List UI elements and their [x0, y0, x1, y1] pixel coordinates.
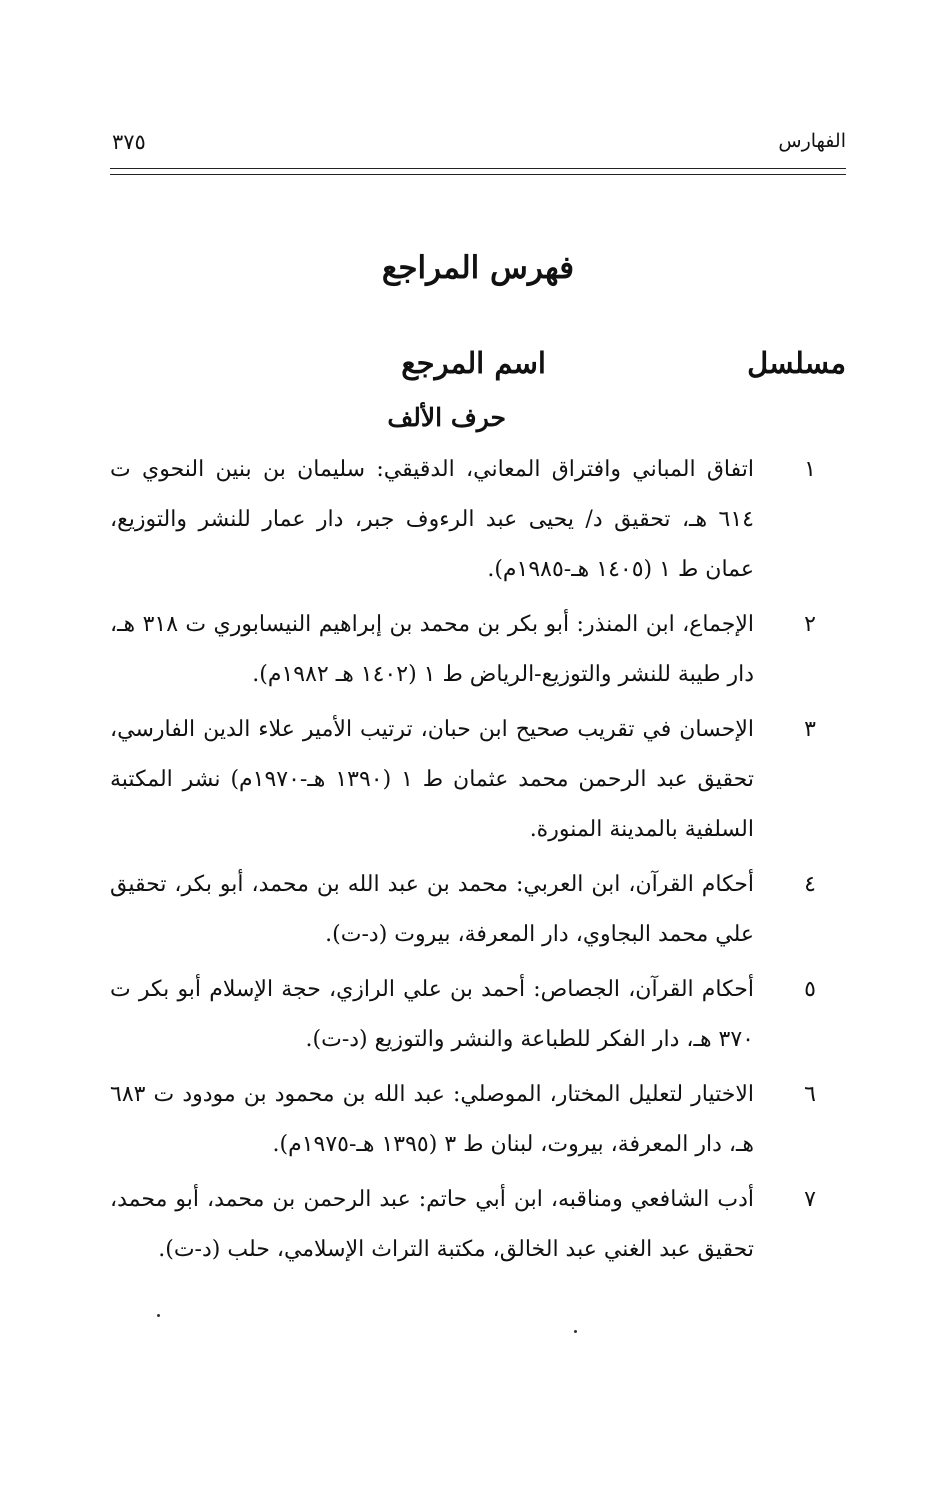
entry-text: أدب الشافعي ومناقبه، ابن أبي حاتم: عبد الرحمن بن محمد، أبو محمد، تحقيق عبد الغني عبد الخالق، مكتبة التراث الإسلامي، حلب (د-ت).: [110, 1187, 754, 1262]
entry-text: أحكام القرآن، ابن العربي: محمد بن عبد الله بن محمد، أبو بكر، تحقيق علي محمد البجاوي، دار المعرفة، بيروت (د-ت).: [110, 872, 754, 947]
section-name: الفهارس: [778, 130, 846, 152]
entry-text: أحكام القرآن، الجصاص: أحمد بن علي الرازي، حجة الإسلام أبو بكر ت ٣٧٠ هـ، دار الفكر للطباعة والنشر والتوزيع (د-ت).: [110, 977, 754, 1052]
entry-number: ٦: [804, 1082, 816, 1107]
book-page: [110, 0, 846, 1491]
entry-number: ١: [804, 457, 816, 482]
reference-entry-6: [110, 1070, 846, 1170]
print-speck: [574, 1330, 577, 1333]
index-title: فهرس المراجع: [381, 250, 575, 286]
entry-text: الإحسان في تقريب صحيح ابن حبان، ترتيب الأمير علاء الدين الفارسي، تحقيق عبد الرحمن محمد عثمان ط ١ (١٣٩٠ هـ-١٩٧٠م) نشر المكتبة السلفية بالمدينة المنورة.: [110, 717, 754, 842]
header-rule-bottom: [110, 174, 846, 175]
entry-number: ٣: [804, 717, 816, 742]
header-rule-top: [110, 168, 846, 169]
serial-column-heading: مسلسل: [747, 346, 846, 380]
reference-entry-5: [110, 965, 846, 1065]
entry-text: الاختيار لتعليل المختار، الموصلي: عبد الله بن محمود بن مودود ت ٦٨٣ هـ، دار المعرفة، بيروت، لبنان ط ٣ (١٣٩٥ هـ-١٩٧٥م).: [110, 1082, 754, 1157]
letter-heading: حرف الألف: [387, 403, 506, 432]
reference-entry-2: [110, 600, 846, 700]
reference-entry-1: [110, 445, 846, 595]
running-header: [110, 128, 846, 164]
entry-number: ٢: [804, 612, 816, 637]
print-speck: [157, 1314, 160, 1317]
reference-entry-4: [110, 860, 846, 960]
reference-list: [110, 445, 846, 1280]
reference-entry-3: [110, 705, 846, 855]
entry-text: اتفاق المباني وافتراق المعاني، الدقيقي: سليمان بن بنين النحوي ت ٦١٤ هـ، تحقيق د/ يحيى عبد الرءوف جبر، دار عمار للنشر والتوزيع، عمان ط ١ (١٤٠٥ هـ-١٩٨٥م).: [110, 457, 754, 582]
entry-number: ٧: [804, 1187, 816, 1212]
entry-number: ٥: [804, 977, 816, 1002]
page-number: ٣٧٥: [112, 130, 146, 154]
entry-number: ٤: [804, 872, 816, 897]
entry-text: الإجماع، ابن المنذر: أبو بكر بن محمد بن إبراهيم النيسابوري ت ٣١٨ هـ، دار طيبة للنشر والتوزيع-الرياض ط ١ (١٤٠٢ هـ ١٩٨٢م).: [110, 612, 754, 687]
reference-name-column-heading: اسم المرجع: [401, 346, 546, 380]
reference-entry-7: [110, 1175, 846, 1275]
